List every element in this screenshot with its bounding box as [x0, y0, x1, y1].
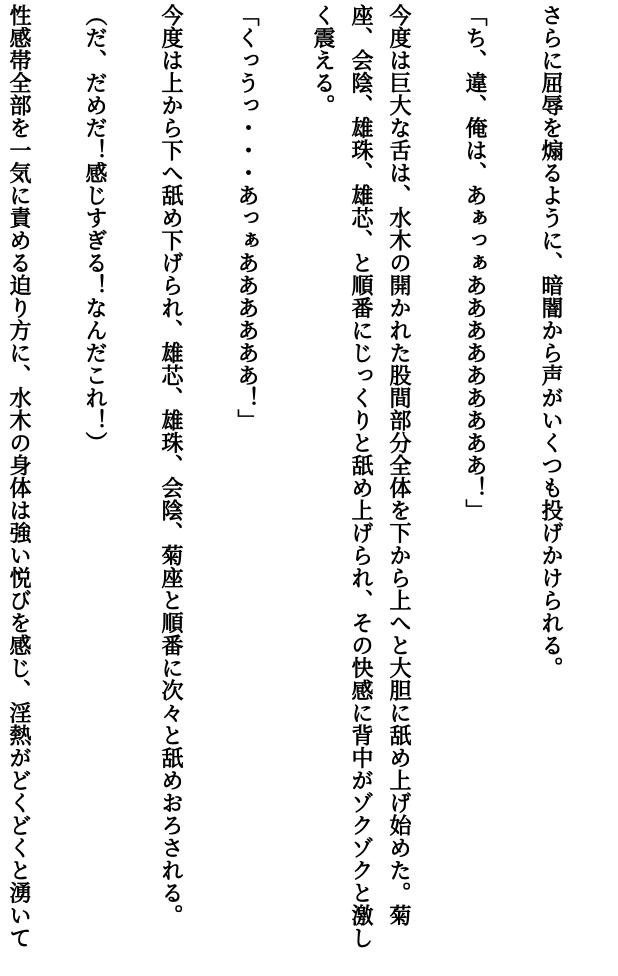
narration-paragraph: 性感帯全部を一気に責める迫り方に、水木の身体は強い悦びを感じ、淫熱がどくどくと湧いて	[6, 4, 32, 949]
blank-line	[494, 4, 532, 970]
narration-paragraph: 今度は巨大な舌は、水木の開かれた股間部分全体を下から上へと大胆に舐め上げ始めた。菊座、会陰、雄珠、雄芯、と順番にじっくりと舐め上げられ、その快感に背中がゾクゾクと激しく震える。	[310, 4, 412, 949]
blank-line	[190, 4, 228, 970]
inner-thought-line: （だ、だめだ！感じすぎる！なんだこれ！）	[82, 4, 108, 454]
blank-line	[38, 4, 76, 970]
blank-line	[114, 4, 152, 970]
dialogue-line: 「くっうっ・・・あっぁああああああ！」	[234, 4, 260, 432]
blank-line	[266, 4, 304, 970]
dialogue-line: 「ち、違、俺は、あぁっぁあああああああああ！」	[462, 4, 488, 522]
vertical-text-body	[0, 4, 570, 970]
narration-paragraph: 今度は上から下へ舐め下げられ、雄芯、雄珠、会陰、菊座と順番に次々と舐めおろされる。	[158, 4, 184, 927]
narration-paragraph: さらに屈辱を煽るように、暗闇から声がいくつも投げかけられる。	[538, 4, 564, 679]
blank-line	[418, 4, 456, 970]
